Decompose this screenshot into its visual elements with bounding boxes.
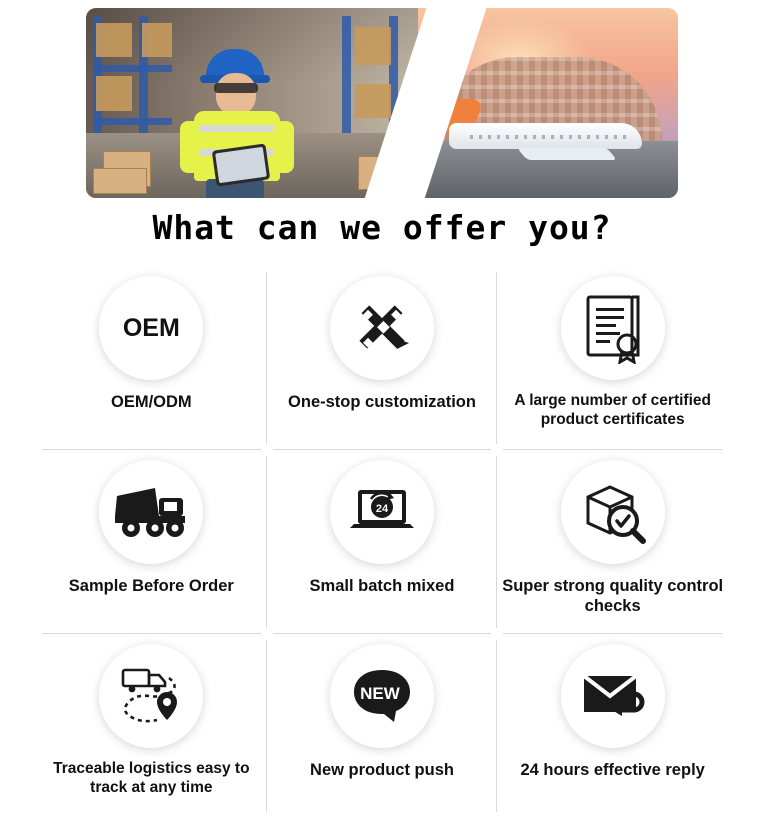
feature-item-new-product-push	[267, 634, 498, 818]
svg-text:NEW: NEW	[360, 684, 400, 703]
box-magnifier-icon	[561, 460, 665, 564]
customization-tools-icon	[330, 276, 434, 380]
oem-badge-text: OEM	[122, 313, 180, 342]
feature-label: Super strong quality control checks	[502, 577, 724, 616]
feature-item-oem-odm	[36, 266, 267, 450]
feature-item-quality-control	[497, 450, 728, 634]
feature-label: Small batch mixed	[309, 577, 455, 595]
page-title: What can we offer you?	[152, 208, 612, 247]
feature-item-24h-reply	[497, 634, 728, 818]
new-badge-icon	[330, 644, 434, 748]
feature-label: Traceable logistics easy to track at any time	[53, 760, 250, 796]
feature-label: One-stop customization	[288, 393, 476, 411]
feature-item-sample-before-order	[36, 450, 267, 634]
feature-label: OEM/ODM	[110, 393, 192, 411]
envelope-reply-icon	[561, 644, 665, 748]
feature-item-small-batch-mixed	[267, 450, 498, 634]
feature-label: Sample Before Order	[68, 577, 234, 595]
laptop-24h-icon	[330, 460, 434, 564]
feature-item-certificates	[497, 266, 728, 450]
certificate-icon	[561, 276, 665, 380]
feature-item-one-stop-customization	[267, 266, 498, 450]
oem-badge-icon	[99, 276, 203, 380]
feature-grid	[36, 266, 728, 818]
svg-text:24: 24	[375, 503, 389, 515]
feature-label: New product push	[310, 761, 454, 779]
feature-label: A large number of certified product certificates	[514, 392, 711, 428]
hero-banner	[86, 8, 678, 198]
truck-route-pin-icon	[99, 644, 203, 748]
warehouse-photo	[86, 8, 418, 198]
dump-truck-icon	[99, 460, 203, 564]
worker-figure	[172, 43, 302, 198]
feature-label: 24 hours effective reply	[520, 761, 705, 779]
feature-item-traceable-logistics	[36, 634, 267, 818]
